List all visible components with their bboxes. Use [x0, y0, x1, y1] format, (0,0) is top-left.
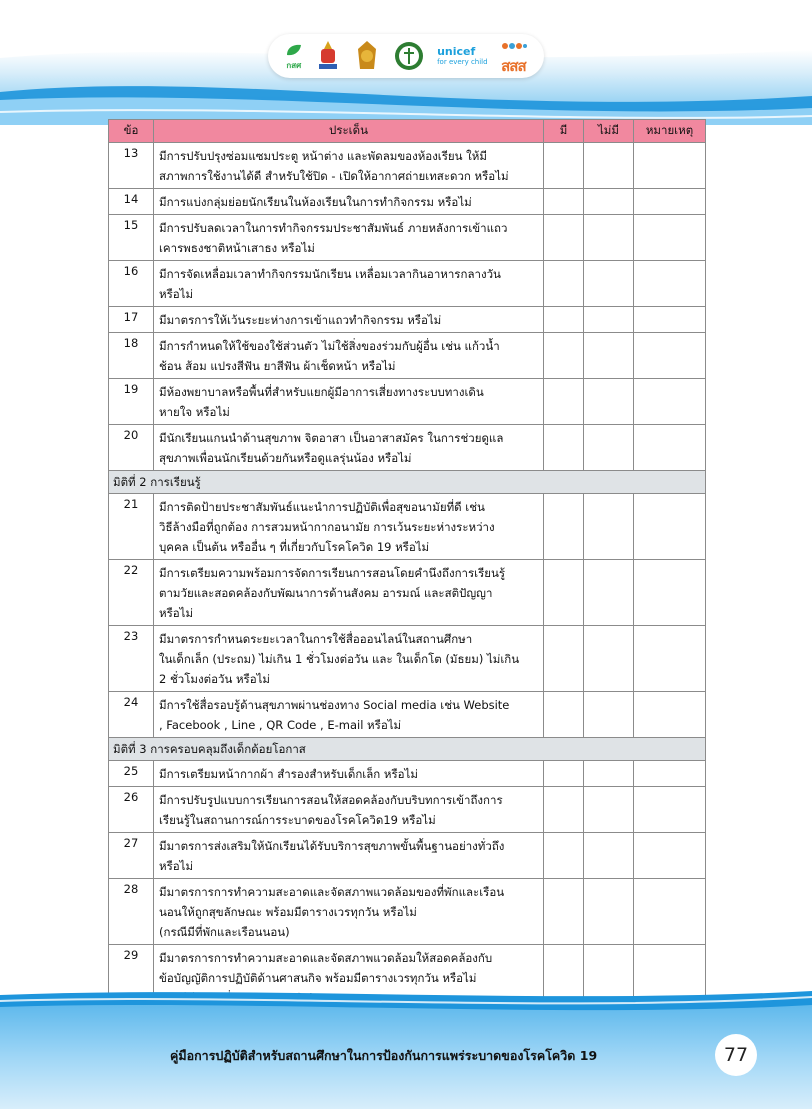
remark-cell: [634, 494, 706, 560]
yes-cell: [544, 425, 584, 471]
yes-cell: [544, 189, 584, 215]
item-text-line: (กรณีมีที่พักและเรือนนอน): [159, 925, 290, 939]
item-number: 29: [109, 945, 154, 1011]
people-icon: [501, 42, 527, 50]
item-text-line: ในเด็กเล็ก (ประถม) ไม่เกิน 1 ชั่วโมงต่อวัน และ ในเด็กโต (มัธยม) ไม่เกิน: [159, 652, 520, 666]
column-header-yes: มี: [544, 120, 584, 143]
table-row: [109, 879, 706, 945]
item-text-line: มีการจัดเหลื่อมเวลาทำกิจกรรมนักเรียน เหลื่อมเวลากินอาหารกลางวัน: [159, 267, 501, 281]
table-header-row: [109, 120, 706, 143]
page-number: 77: [715, 1034, 757, 1076]
remark-cell: [634, 626, 706, 692]
item-text: [154, 494, 544, 560]
section-header-row: [109, 738, 706, 761]
item-text-line: หรือไม่: [159, 606, 194, 620]
item-text: [154, 143, 544, 189]
item-number: 26: [109, 787, 154, 833]
remark-cell: [634, 189, 706, 215]
remark-cell: [634, 379, 706, 425]
item-text-line: มีมาตรการกำหนดระยะเวลาในการใช้สื่อออนไลน์ในสถานศึกษา: [159, 632, 473, 646]
item-text-line: 2 ชั่วโมงต่อวัน หรือไม่: [159, 672, 270, 686]
item-text-line: , Facebook , Line , QR Code , E-mail หรือไม่: [159, 718, 402, 732]
table-row: [109, 215, 706, 261]
item-text: [154, 692, 544, 738]
yes-cell: [544, 626, 584, 692]
remark-cell: [634, 143, 706, 189]
yes-cell: [544, 379, 584, 425]
school-emblem-logo: [316, 39, 340, 73]
table-row: [109, 626, 706, 692]
table-row: [109, 333, 706, 379]
unicef-logo-text: unicef: [437, 45, 476, 58]
item-text-line: นอนให้ถูกสุขลักษณะ พร้อมมีตารางเวรทุกวัน หรือไม่: [159, 905, 417, 919]
column-header-no: ข้อ: [109, 120, 154, 143]
education-ministry-logo: [354, 39, 380, 73]
section-label: มิติที่ 3 การครอบคลุมถึงเด็กด้อยโอกาส: [109, 738, 706, 761]
item-number: 20: [109, 425, 154, 471]
item-text-line: มีมาตรการการทำความสะอาดและจัดสภาพแวดล้อมให้สอดคล้องกับ: [159, 951, 493, 965]
remark-cell: [634, 787, 706, 833]
no-cell: [584, 833, 634, 879]
table-row: [109, 379, 706, 425]
item-text-line: มีมาตรการให้เว้นระยะห่างการเข้าแถวทำกิจกรรม หรือไม่: [159, 313, 442, 327]
item-number: 17: [109, 307, 154, 333]
item-text-line: มีการใช้สื่อรอบรู้ด้านสุขภาพผ่านช่องทาง Social media เช่น Website: [159, 698, 510, 712]
item-text-line: หายใจ หรือไม่: [159, 405, 230, 419]
partner-logos: [268, 34, 544, 78]
no-cell: [584, 692, 634, 738]
column-header-remark: หมายเหตุ: [634, 120, 706, 143]
remark-cell: [634, 215, 706, 261]
item-text-line: มีการแบ่งกลุ่มย่อยนักเรียนในห้องเรียนในการทำกิจกรรม หรือไม่: [159, 195, 472, 209]
item-number: 19: [109, 379, 154, 425]
thaihealth-logo-text: สสส: [501, 56, 526, 75]
item-text: [154, 879, 544, 945]
yes-cell: [544, 761, 584, 787]
yes-cell: [544, 833, 584, 879]
health-ministry-logo: [394, 41, 424, 71]
yes-cell: [544, 307, 584, 333]
item-text-line: มีการปรับลดเวลาในการทำกิจกรรมประชาสัมพันธ์ ภายหลังการเข้าแถว: [159, 221, 508, 235]
item-number: 28: [109, 879, 154, 945]
item-text: [154, 307, 544, 333]
table-row: [109, 261, 706, 307]
item-text: [154, 261, 544, 307]
item-number: 22: [109, 560, 154, 626]
table-row: [109, 560, 706, 626]
unicef-tagline: for every child: [437, 58, 488, 66]
item-text-line: หรือไม่: [159, 859, 194, 873]
item-text: [154, 560, 544, 626]
item-text: [154, 189, 544, 215]
item-text: [154, 787, 544, 833]
yes-cell: [544, 333, 584, 379]
remark-cell: [634, 833, 706, 879]
leaf-logo: [285, 42, 303, 70]
no-cell: [584, 494, 634, 560]
table-row: [109, 189, 706, 215]
table-row: [109, 307, 706, 333]
table-row: [109, 692, 706, 738]
item-text: [154, 626, 544, 692]
section-header-row: [109, 471, 706, 494]
table-row: [109, 494, 706, 560]
item-text-line: มีมาตรการการทำความสะอาดและจัดสภาพแวดล้อมของที่พักและเรือน: [159, 885, 505, 899]
item-number: 25: [109, 761, 154, 787]
item-number: 24: [109, 692, 154, 738]
item-text-line: ตามวัยและสอดคล้องกับพัฒนาการด้านสังคม อารมณ์ และสติปัญญา: [159, 586, 493, 600]
footer-title: คู่มือการปฏิบัติสำหรับสถานศึกษาในการป้องกันการแพร่ระบาดของโรคโควิด 19: [170, 1048, 598, 1063]
leaf-logo-text: กสศ: [286, 61, 302, 70]
section-label: มิติที่ 2 การเรียนรู้: [109, 471, 706, 494]
item-text-line: มีการปรับรูปแบบการเรียนการสอนให้สอดคล้องกับบริบทการเข้าถึงการ: [159, 793, 503, 807]
item-text: [154, 215, 544, 261]
item-number: 21: [109, 494, 154, 560]
column-header-no-have: ไม่มี: [584, 120, 634, 143]
item-text-line: ช้อน ส้อม แปรงสีฟัน ยาสีฟัน ผ้าเช็ดหน้า หรือไม่: [159, 359, 396, 373]
no-cell: [584, 560, 634, 626]
no-cell: [584, 626, 634, 692]
table-row: [109, 761, 706, 787]
item-number: 15: [109, 215, 154, 261]
yes-cell: [544, 692, 584, 738]
item-text-line: มีการกำหนดให้ใช้ของใช้ส่วนตัว ไม่ใช้สิ่งของร่วมกับผู้อื่น เช่น แก้วน้ำ: [159, 339, 500, 353]
item-text-line: ข้อบัญญัติการปฏิบัติด้านศาสนกิจ พร้อมมีตารางเวรทุกวัน หรือไม่: [159, 971, 477, 985]
seal-icon: [354, 39, 380, 73]
remark-cell: [634, 560, 706, 626]
leaf-icon: [285, 43, 303, 57]
item-text-line: มีนักเรียนแกนนำด้านสุขภาพ จิตอาสา เป็นอาสาสมัคร ในการช่วยดูแล: [159, 431, 504, 445]
no-cell: [584, 425, 634, 471]
no-cell: [584, 333, 634, 379]
item-text-line: มีการปรับปรุงซ่อมแซมประตู หน้าต่าง และพัดลมของห้องเรียน ให้มี: [159, 149, 487, 163]
no-cell: [584, 379, 634, 425]
item-text-line: สุขภาพเพื่อนนักเรียนด้วยกันหรือดูแลรุ่นน้อง หรือไม่: [159, 451, 412, 465]
yes-cell: [544, 879, 584, 945]
item-number: 27: [109, 833, 154, 879]
item-text: [154, 333, 544, 379]
item-text-line: บุคคล เป็นต้น หรืออื่น ๆ ที่เกี่ยวกับโรคโควิด 19 หรือไม่: [159, 540, 430, 554]
no-cell: [584, 307, 634, 333]
yes-cell: [544, 494, 584, 560]
item-text-line: มีการเตรียมหน้ากากผ้า สำรองสำหรับเด็กเล็ก หรือไม่: [159, 767, 418, 781]
remark-cell: [634, 333, 706, 379]
remark-cell: [634, 307, 706, 333]
yes-cell: [544, 143, 584, 189]
item-number: 18: [109, 333, 154, 379]
item-number: 16: [109, 261, 154, 307]
remark-cell: [634, 261, 706, 307]
no-cell: [584, 143, 634, 189]
no-cell: [584, 787, 634, 833]
item-text-line: สภาพการใช้งานได้ดี สำหรับใช้ปิด - เปิดให้อากาศถ่ายเทสะดวก หรือไม่: [159, 169, 509, 183]
health-seal-icon: [394, 41, 424, 71]
item-text-line: เรียนรู้ในสถานการณ์การระบาดของโรคโควิด19 หรือไม่: [159, 813, 436, 827]
no-cell: [584, 215, 634, 261]
item-text: [154, 833, 544, 879]
no-cell: [584, 189, 634, 215]
item-text-line: เคารพธงชาติหน้าเสาธง หรือไม่: [159, 241, 315, 255]
item-text: [154, 761, 544, 787]
item-text-line: มีห้องพยาบาลหรือพื้นที่สำหรับแยกผู้มีอาการเสี่ยงทางระบบทางเดิน: [159, 385, 484, 399]
unicef-logo: [437, 46, 487, 66]
item-text-line: มีมาตรการส่งเสริมให้นักเรียนได้รับบริการสุขภาพขั้นพื้นฐานอย่างทั่วถึง: [159, 839, 505, 853]
yes-cell: [544, 261, 584, 307]
item-number: 23: [109, 626, 154, 692]
column-header-issue: ประเด็น: [154, 120, 544, 143]
table-row: [109, 143, 706, 189]
no-cell: [584, 261, 634, 307]
no-cell: [584, 761, 634, 787]
item-number: 14: [109, 189, 154, 215]
item-text-line: มีการเตรียมความพร้อมการจัดการเรียนการสอนโดยคำนึงถึงการเรียนรู้: [159, 566, 506, 580]
item-text-line: หรือไม่: [159, 287, 194, 301]
item-text-line: มีการติดป้ายประชาสัมพันธ์แนะนำการปฏิบัติเพื่อสุขอนามัยที่ดี เช่น: [159, 500, 485, 514]
remark-cell: [634, 425, 706, 471]
table-row: [109, 833, 706, 879]
yes-cell: [544, 787, 584, 833]
item-number: 13: [109, 143, 154, 189]
item-text-line: วิธีล้างมือที่ถูกต้อง การสวมหน้ากากอนามัย การเว้นระยะห่างระหว่าง: [159, 520, 495, 534]
thaihealth-logo: [501, 35, 527, 78]
remark-cell: [634, 879, 706, 945]
table-body: [109, 143, 706, 1011]
no-cell: [584, 879, 634, 945]
yes-cell: [544, 215, 584, 261]
emblem-icon: [316, 39, 340, 73]
remark-cell: [634, 692, 706, 738]
item-text: [154, 425, 544, 471]
remark-cell: [634, 761, 706, 787]
table-row: [109, 425, 706, 471]
item-text: [154, 379, 544, 425]
checklist-table-container: [108, 119, 705, 1011]
yes-cell: [544, 560, 584, 626]
table-row: [109, 787, 706, 833]
checklist-table: [108, 119, 706, 1011]
